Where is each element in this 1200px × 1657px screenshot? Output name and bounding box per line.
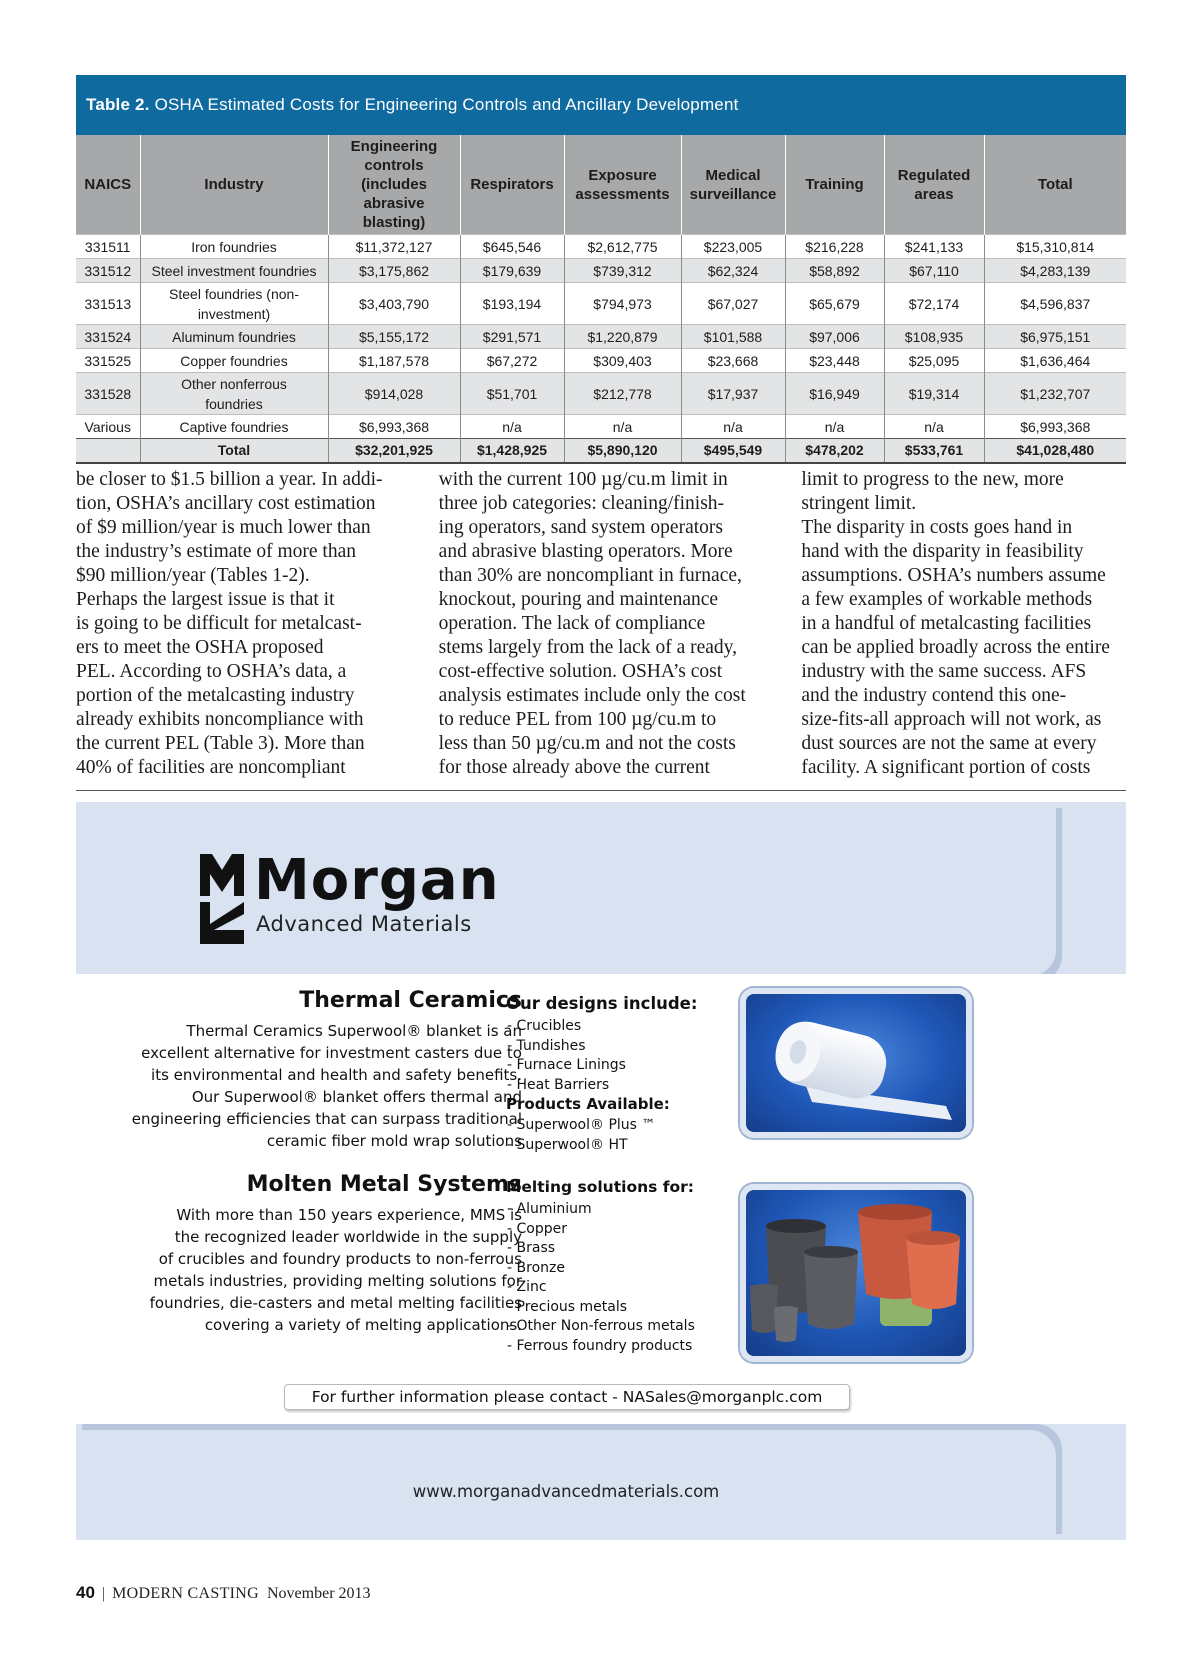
products-heading: Products Available: <box>506 1095 670 1113</box>
cell-medical: $17,937 <box>681 373 785 415</box>
molten-metal-heading: Molten Metal Systems <box>246 1172 522 1197</box>
cell-industry: Copper foundries <box>140 349 328 373</box>
thermal-ceramics-heading: Thermal Ceramics <box>299 988 522 1013</box>
melting-heading: Melting solutions for: <box>506 1178 694 1196</box>
table-header-row <box>76 135 1126 235</box>
cell-naics: 331513 <box>76 283 140 325</box>
cell-total: $4,596,837 <box>984 283 1126 325</box>
logo-subtitle: Advanced Materials <box>256 912 472 936</box>
designs-heading: Our designs include: <box>506 994 698 1013</box>
cell-total: $6,975,151 <box>984 325 1126 349</box>
cell-engineering: $914,028 <box>328 373 460 415</box>
cell-total: $1,232,707 <box>984 373 1126 415</box>
cell-naics <box>76 439 140 463</box>
table-row <box>76 325 1126 349</box>
cell-respirators: $67,272 <box>460 349 564 373</box>
cell-industry: Steel investment foundries <box>140 259 328 283</box>
table-title <box>76 75 1126 135</box>
blanket-roll-illustration <box>746 994 966 1132</box>
table-row <box>76 259 1126 283</box>
list-item: - Bronze <box>507 1259 695 1279</box>
cell-training: $23,448 <box>785 349 884 373</box>
cell-medical: $223,005 <box>681 235 785 259</box>
list-item: - Furnace Linings <box>507 1056 626 1076</box>
article-column-3: limit to progress to the new, more stringent limit. The disparity in costs goes hand in hand with the disparity in feasibility assumptions. OSHA’s numbers assume a few examples of workable methods in a handful of metalcasting facilities can be applied broadly across the entire industry with the same success. AFS and the industry contend this one- size-fits-all approach will not work, as dust sources are not the same at every facility. A significant portion of costs <box>801 469 1110 778</box>
cell-engineering: $3,403,790 <box>328 283 460 325</box>
products-list <box>507 1116 655 1155</box>
cell-total: $4,283,139 <box>984 259 1126 283</box>
cell-industry: Total <box>140 439 328 463</box>
list-item: - Other Non-ferrous metals <box>507 1317 695 1337</box>
list-item: - Zinc <box>507 1278 695 1298</box>
list-item: - Heat Barriers <box>507 1076 626 1096</box>
cost-table <box>76 135 1126 464</box>
cell-total: $1,636,464 <box>984 349 1126 373</box>
article-column-2: with the current 100 µg/cu.m limit in three job categories: cleaning/finish- ing operators, sand system operators and abrasive blasting operators. More than 30% are noncompliant in furnace, knockout, pouring and maintenance operation. The lack of compliance stems largely from the lack of a ready, cost-effective solution. OSHA’s cost analysis estimates include only the cost to reduce PEL from 100 µg/cu.m to less than 50 µg/cu.m and not the costs for those already above the current <box>438 469 746 778</box>
crucibles-illustration <box>746 1190 966 1356</box>
cell-exposure: n/a <box>564 415 681 439</box>
melting-list <box>507 1200 695 1356</box>
cell-exposure: $1,220,879 <box>564 325 681 349</box>
cell-medical: n/a <box>681 415 785 439</box>
article-body <box>76 468 1126 788</box>
cell-engineering: $11,372,127 <box>328 235 460 259</box>
cell-engineering: $5,155,172 <box>328 325 460 349</box>
footer-separator: | <box>101 1585 106 1602</box>
cell-medical: $101,588 <box>681 325 785 349</box>
cell-naics: 331525 <box>76 349 140 373</box>
cell-training: $65,679 <box>785 283 884 325</box>
cell-medical: $62,324 <box>681 259 785 283</box>
cell-medical: $23,668 <box>681 349 785 373</box>
cell-regulated: $241,133 <box>884 235 984 259</box>
col-header-training: Training <box>785 135 884 235</box>
col-header-medical: Medical surveillance <box>681 135 785 235</box>
website-link[interactable]: www.morganadvancedmaterials.com <box>412 1482 720 1501</box>
list-item: - Brass <box>507 1239 695 1259</box>
cell-exposure: $739,312 <box>564 259 681 283</box>
cell-industry: Steel foundries (non-investment) <box>140 283 328 325</box>
table-title-number: Table 2. <box>86 95 150 114</box>
cell-total: $15,310,814 <box>984 235 1126 259</box>
cell-training: $97,006 <box>785 325 884 349</box>
issue-date: November 2013 <box>267 1585 371 1602</box>
cell-naics: 331528 <box>76 373 140 415</box>
cell-regulated: $108,935 <box>884 325 984 349</box>
designs-list <box>507 1017 626 1095</box>
cell-exposure: $5,890,120 <box>564 439 681 463</box>
list-item: - Crucibles <box>507 1017 626 1037</box>
list-item: - Superwool® HT <box>507 1136 655 1156</box>
blanket-roll-photo <box>740 988 972 1138</box>
list-item: - Ferrous foundry products <box>507 1337 695 1357</box>
cell-naics: 331512 <box>76 259 140 283</box>
molten-metal-description: With more than 150 years experience, MMS is the recognized leader worldwide in the supply of crucibles and foundry products to non-ferrous metals industries, providing melting solutions for foundries, die-casters and metal melting facilities covering a variety of melting applications. <box>149 1206 522 1334</box>
cost-table-block <box>76 75 1126 464</box>
table-total-row <box>76 439 1126 463</box>
cell-total: $41,028,480 <box>984 439 1126 463</box>
article-divider <box>76 790 1126 791</box>
cell-respirators: $179,639 <box>460 259 564 283</box>
cell-training: $58,892 <box>785 259 884 283</box>
list-item: - Precious metals <box>507 1298 695 1318</box>
table-row <box>76 349 1126 373</box>
cell-training: n/a <box>785 415 884 439</box>
cell-industry: Aluminum foundries <box>140 325 328 349</box>
col-header-regulated: Regulated areas <box>884 135 984 235</box>
cell-training: $216,228 <box>785 235 884 259</box>
cell-naics: 331511 <box>76 235 140 259</box>
cell-training: $16,949 <box>785 373 884 415</box>
cell-respirators: $645,546 <box>460 235 564 259</box>
table-row <box>76 415 1126 439</box>
page-number: 40 <box>76 1583 95 1602</box>
col-header-total: Total <box>984 135 1126 235</box>
list-item: - Superwool® Plus ™ <box>507 1116 655 1136</box>
table-row <box>76 235 1126 259</box>
cell-regulated: $67,110 <box>884 259 984 283</box>
cell-exposure: $309,403 <box>564 349 681 373</box>
cell-total: $6,993,368 <box>984 415 1126 439</box>
list-item: - Tundishes <box>507 1037 626 1057</box>
cell-exposure: $2,612,775 <box>564 235 681 259</box>
cell-respirators: $193,194 <box>460 283 564 325</box>
col-header-exposure: Exposure assessments <box>564 135 681 235</box>
cell-industry: Other nonferrous foundries <box>140 373 328 415</box>
col-header-respirators: Respirators <box>460 135 564 235</box>
article-column-1: be closer to $1.5 billion a year. In addi- tion, OSHA’s ancillary cost estimation of $9 million/year is much lower than the industry’s estimate of more than $90 million/year (Tables 1-2). Perhaps the largest issue is that it is going to be difficult for metalcast- ers to meet the OSHA proposed PEL. According to OSHA’s data, a portion of the metalcasting industry already exhibits noncompliance with the current PEL (Table 3). More than 40% of facilities are noncompliant <box>76 469 383 778</box>
crucibles-photo <box>740 1184 972 1362</box>
cell-naics: 331524 <box>76 325 140 349</box>
table-title-text: OSHA Estimated Costs for Engineering Controls and Ancillary Development <box>149 95 739 114</box>
cell-regulated: $533,761 <box>884 439 984 463</box>
contact-email-link[interactable]: For further information please contact - NASales@morganplc.com <box>284 1384 850 1410</box>
list-item: - Copper <box>507 1220 695 1240</box>
cell-respirators: $1,428,925 <box>460 439 564 463</box>
morgan-logo-icon <box>200 854 244 944</box>
cell-engineering: $6,993,368 <box>328 415 460 439</box>
cell-respirators: $291,571 <box>460 325 564 349</box>
magazine-name: MODERN CASTING <box>112 1585 259 1602</box>
table-row <box>76 283 1126 325</box>
col-header-naics: NAICS <box>76 135 140 235</box>
thermal-ceramics-description: Thermal Ceramics Superwool® blanket is an excellent alternative for investment casters due to its environmental and health and safety benefits. Our Superwool® blanket offers thermal and engineering efficiencies that can surpass traditional ceramic fiber mold wrap solutions <box>131 1022 522 1150</box>
cell-regulated: $19,314 <box>884 373 984 415</box>
cell-engineering: $1,187,578 <box>328 349 460 373</box>
cell-medical: $495,549 <box>681 439 785 463</box>
cell-engineering: $3,175,862 <box>328 259 460 283</box>
cell-respirators: $51,701 <box>460 373 564 415</box>
cell-exposure: $212,778 <box>564 373 681 415</box>
list-item: - Aluminium <box>507 1200 695 1220</box>
cell-industry: Captive foundries <box>140 415 328 439</box>
col-header-industry: Industry <box>140 135 328 235</box>
cell-respirators: n/a <box>460 415 564 439</box>
table-row <box>76 373 1126 415</box>
cell-industry: Iron foundries <box>140 235 328 259</box>
cell-naics: Various <box>76 415 140 439</box>
cell-training: $478,202 <box>785 439 884 463</box>
cell-regulated: n/a <box>884 415 984 439</box>
logo-wordmark: Morgan <box>254 848 500 913</box>
cell-exposure: $794,973 <box>564 283 681 325</box>
morgan-advertisement <box>76 802 1126 1540</box>
cell-regulated: $72,174 <box>884 283 984 325</box>
cell-medical: $67,027 <box>681 283 785 325</box>
page-footer <box>76 1583 371 1603</box>
cell-regulated: $25,095 <box>884 349 984 373</box>
col-header-engineering: Engineering controls (includes abrasive blasting) <box>328 135 460 235</box>
cell-engineering: $32,201,925 <box>328 439 460 463</box>
